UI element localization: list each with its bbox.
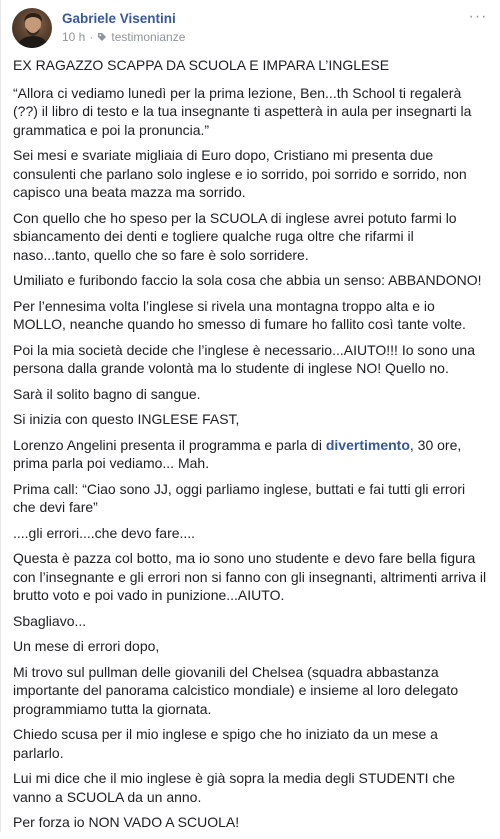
post-paragraph: Sei mesi e svariate migliaia di Euro dopo, Cristiano mi presenta due consulenti che parlano solo inglese e io sorrido, poi sorrido e sorrido, non capisco una beata mazza ma sorrido. [13, 147, 467, 200]
post-paragraph: Sarà il solito bagno di sangue. [13, 385, 201, 402]
post-tag[interactable]: testimonianze [111, 30, 186, 44]
post-timestamp[interactable]: 10 h [62, 30, 86, 44]
post-paragraph: Chiedo scusa per il mio inglese e spigo che ho iniziato da un mese a parlarlo. [13, 726, 438, 761]
post-paragraph: Sbagliavo... [13, 612, 87, 629]
post-body [13, 56, 490, 839]
post-paragraph: Poi la mia società decide che l’inglese è necessario...AIUTO!!! Io sono una persona dalla grande volontà ma lo studente di inglese NO! Quello no. [13, 341, 475, 376]
post-paragraph: Per l’ennesima volta l’inglese si rivela una montagna troppo alta e io MOLLO, neanche quando ho smesso di fumare ho fallito così tante volte. [13, 297, 466, 332]
post-paragraph: ....gli errori....che devo fare.... [13, 524, 196, 541]
post-meta [62, 30, 185, 44]
post-paragraph: Un mese di errori dopo, [13, 638, 160, 654]
paragraph-text: Lorenzo Angelini presenta il programma e parla di [13, 436, 326, 453]
profile-photo-icon [12, 8, 52, 48]
post-paragraph: Per forza io NON VADO A SCUOLA! [13, 814, 240, 830]
post-header [12, 8, 492, 48]
hashtag-link-divertimento[interactable]: divertimento [325, 436, 410, 453]
post-paragraph: Si inizia con questo INGLESE FAST, [13, 411, 240, 427]
post-paragraph: Lui mi dice che il mio inglese è già sopra la media degli STUDENTI che vanno a SCUOLA da un anno. [13, 770, 455, 805]
author-avatar[interactable] [12, 8, 52, 48]
post-title: EX RAGAZZO SCAPPA DA SCUOLA E IMPARA L’INGLESE [13, 57, 390, 73]
post-paragraph: Questa è pazza col botto, ma io sono uno studente e devo fare bella figura con l’insegnante e gli errori non si fanno con gli insegnanti, altrimenti arriva il brutto voto e poi vado in punizione...AIUTO. [13, 550, 487, 603]
post-paragraph: Con quello che ho speso per la SCUOLA di inglese avrei potuto farmi lo sbiancamento dei denti e togliere qualche ruga oltre che rifarmi il naso...tanto, quello che so fare è solo sorridere. [13, 209, 457, 263]
post-paragraph: Umiliato e furibondo faccio la sola cosa che abbia un senso: ABBANDONO! [13, 272, 482, 288]
post-paragraph [13, 436, 490, 473]
post-paragraph: “Allora ci vediamo lunedì per la prima lezione, Ben...th School ti regalerà (??) il libro di testo e la tua insegnante ti aspetterà in aula per insegnarti la grammatica e poi la pronuncia.” [13, 84, 472, 138]
tag-icon [97, 32, 107, 42]
meta-separator: · [89, 30, 94, 44]
post-paragraph: Prima call: “Ciao sono JJ, oggi parliamo inglese, buttati e fai tutti gli errori che devi fare” [13, 480, 466, 515]
post-paragraph: Mi trovo sul pullman delle giovanili del Chelsea (squadra abbastanza importante del panorama calcistico mondiale) e insieme al loro delegato programmiamo tutta la giornata. [13, 663, 459, 717]
more-options-button[interactable] [468, 10, 488, 24]
author-name[interactable]: Gabriele Visentini [62, 11, 176, 26]
paragraph-text: , 30 ore, prima parla poi vediamo... Mah. [13, 436, 462, 471]
ellipsis-icon: ··· [468, 8, 488, 25]
